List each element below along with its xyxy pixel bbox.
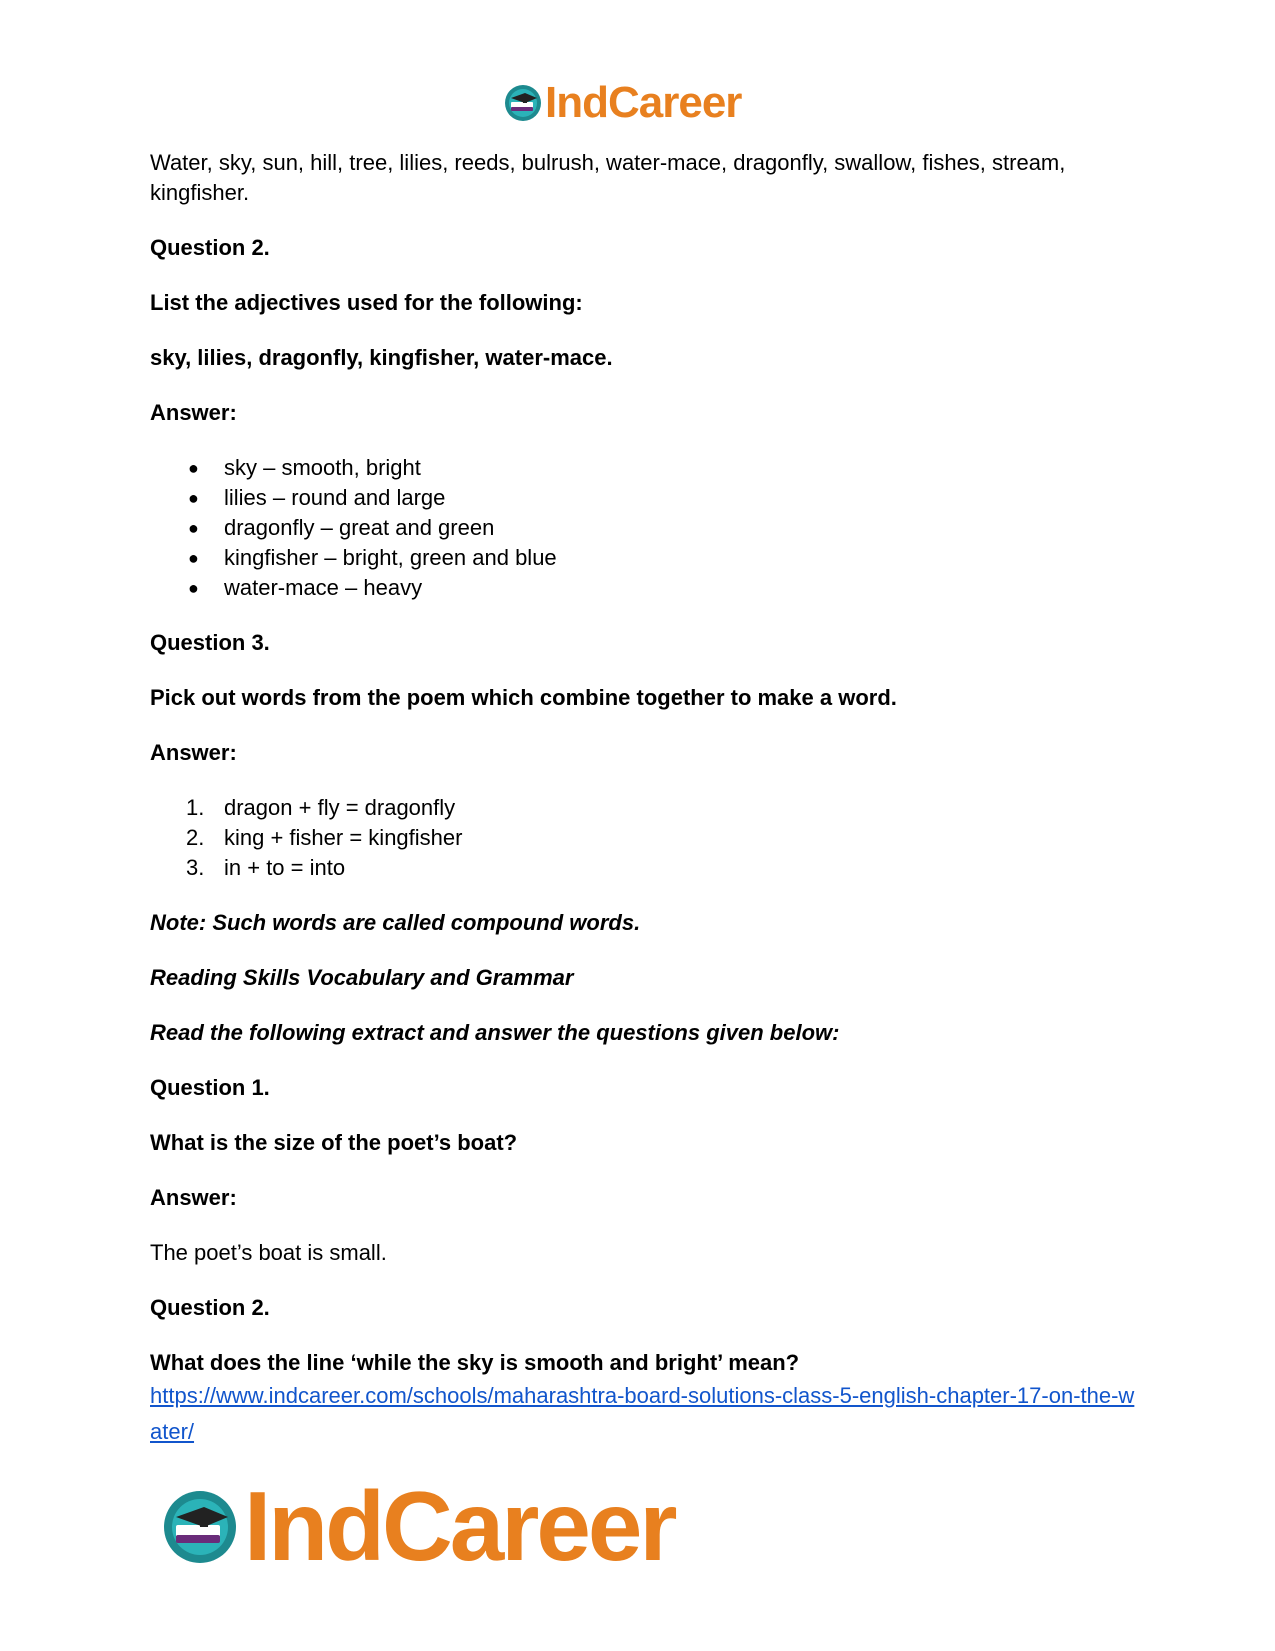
rq2-prompt: What does the line ‘while the sky is smooth and bright’ mean?: [150, 1350, 800, 1375]
header-logo-text: IndCareer: [545, 78, 742, 127]
note: Note: Such words are called compound words.: [150, 910, 641, 935]
q2-title: Question 2.: [150, 235, 270, 260]
list-item: ● lilies – round and large: [150, 483, 1140, 513]
rq1-answer: The poet’s boat is small.: [150, 1240, 387, 1265]
list-item: ● water-mace – heavy: [150, 573, 1140, 603]
q3-prompt: Pick out words from the poem which combine together to make a word.: [150, 685, 897, 710]
footer-logo: [160, 1470, 675, 1583]
bullet-icon: ●: [188, 578, 199, 598]
list-item: ● kingfisher – bright, green and blue: [150, 543, 1140, 573]
rq1-answer-label: Answer:: [150, 1185, 237, 1210]
document-body: [150, 148, 1140, 1450]
q3-title: Question 3.: [150, 630, 270, 655]
rq1-prompt: What is the size of the poet’s boat?: [150, 1130, 518, 1155]
logo-emblem-icon: [160, 1487, 240, 1567]
header-logo: [503, 78, 741, 128]
bullet-icon: ●: [188, 458, 199, 478]
compound-word-list: [150, 793, 1140, 883]
bullet-icon: ●: [188, 548, 199, 568]
list-item: 1. dragon + fly = dragonfly: [186, 795, 456, 820]
rq1-title: Question 1.: [150, 1075, 270, 1100]
list-item: 2. king + fisher = kingfisher: [186, 825, 463, 850]
adjective-list: [150, 453, 1140, 603]
source-url-link[interactable]: https://www.indcareer.com/schools/maharashtra-board-solutions-class-5-english-chapter-17-on-the-water/: [150, 1383, 1135, 1444]
intro-paragraph: Water, sky, sun, hill, tree, lilies, reeds, bulrush, water-mace, dragonfly, swallow, fishes, stream, kingfisher.: [150, 150, 1066, 205]
q2-prompt: List the adjectives used for the following:: [150, 290, 583, 315]
logo-emblem-icon: [503, 83, 543, 123]
section-heading: Reading Skills Vocabulary and Grammar: [150, 965, 574, 990]
q2-words: sky, lilies, dragonfly, kingfisher, water-mace.: [150, 345, 613, 370]
q2-answer-label: Answer:: [150, 400, 237, 425]
footer-logo-text: IndCareer: [244, 1471, 675, 1581]
bullet-icon: ●: [188, 488, 199, 508]
list-item: 3. in + to = into: [186, 855, 346, 880]
bullet-icon: ●: [188, 518, 199, 538]
list-item: ● sky – smooth, bright: [150, 453, 1140, 483]
list-item: ● dragonfly – great and green: [150, 513, 1140, 543]
instruction: Read the following extract and answer the questions given below:: [150, 1020, 840, 1045]
rq2-title: Question 2.: [150, 1295, 270, 1320]
q3-answer-label: Answer:: [150, 740, 237, 765]
